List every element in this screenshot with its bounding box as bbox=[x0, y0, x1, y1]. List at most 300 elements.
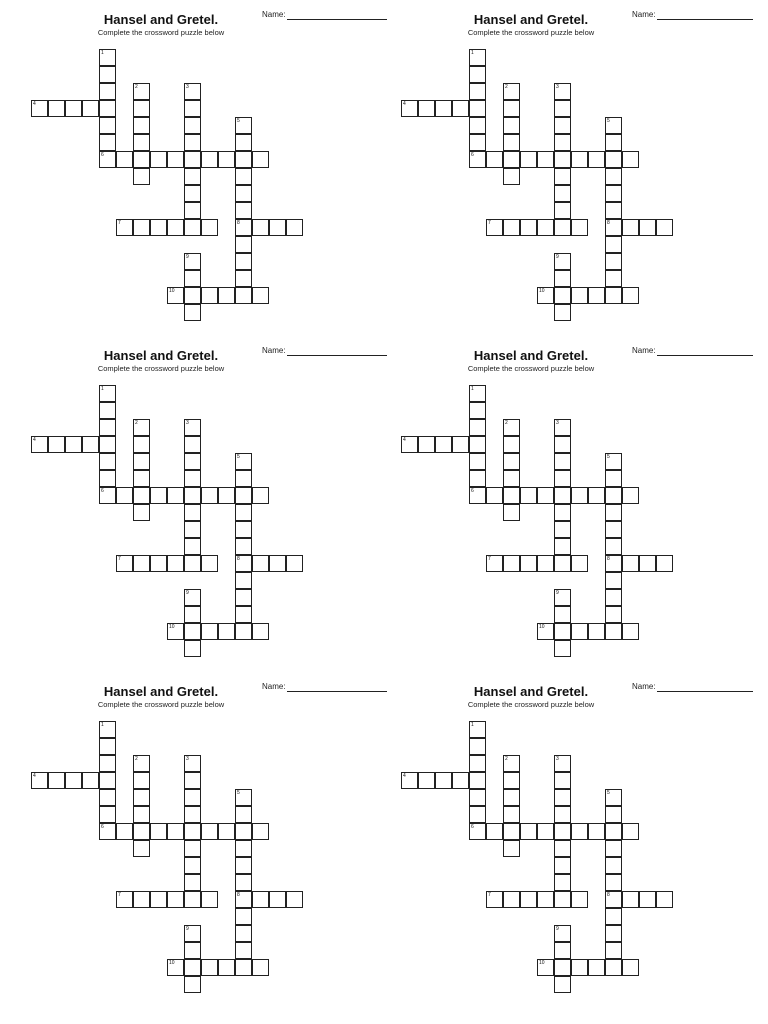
crossword-cell[interactable] bbox=[218, 487, 235, 504]
crossword-cell[interactable] bbox=[235, 874, 252, 891]
crossword-cell[interactable] bbox=[252, 151, 269, 168]
crossword-cell[interactable] bbox=[537, 287, 554, 304]
crossword-cell[interactable] bbox=[235, 959, 252, 976]
crossword-cell[interactable] bbox=[235, 487, 252, 504]
crossword-cell[interactable] bbox=[418, 772, 435, 789]
crossword-cell[interactable] bbox=[469, 436, 486, 453]
crossword-cell[interactable] bbox=[503, 487, 520, 504]
crossword-cell[interactable] bbox=[201, 151, 218, 168]
crossword-cell[interactable] bbox=[133, 755, 150, 772]
crossword-cell[interactable] bbox=[503, 134, 520, 151]
crossword-cell[interactable] bbox=[235, 134, 252, 151]
crossword-cell[interactable] bbox=[571, 555, 588, 572]
crossword-cell[interactable] bbox=[588, 623, 605, 640]
crossword-cell[interactable] bbox=[133, 117, 150, 134]
crossword-cell[interactable] bbox=[605, 572, 622, 589]
crossword-cell[interactable] bbox=[554, 453, 571, 470]
crossword-cell[interactable] bbox=[554, 840, 571, 857]
crossword-cell[interactable] bbox=[31, 436, 48, 453]
crossword-cell[interactable] bbox=[469, 823, 486, 840]
crossword-cell[interactable] bbox=[235, 572, 252, 589]
crossword-cell[interactable] bbox=[605, 555, 622, 572]
crossword-cell[interactable] bbox=[418, 436, 435, 453]
crossword-cell[interactable] bbox=[184, 304, 201, 321]
crossword-cell[interactable] bbox=[252, 823, 269, 840]
crossword-cell[interactable] bbox=[503, 100, 520, 117]
crossword-cell[interactable] bbox=[184, 976, 201, 993]
crossword-cell[interactable] bbox=[605, 253, 622, 270]
crossword-cell[interactable] bbox=[554, 168, 571, 185]
crossword-cell[interactable] bbox=[588, 287, 605, 304]
crossword-cell[interactable] bbox=[605, 606, 622, 623]
crossword-cell[interactable] bbox=[503, 772, 520, 789]
crossword-cell[interactable] bbox=[639, 555, 656, 572]
crossword-cell[interactable] bbox=[99, 117, 116, 134]
crossword-cell[interactable] bbox=[503, 219, 520, 236]
crossword-cell[interactable] bbox=[605, 168, 622, 185]
crossword-cell[interactable] bbox=[537, 219, 554, 236]
crossword-cell[interactable] bbox=[235, 538, 252, 555]
crossword-cell[interactable] bbox=[554, 253, 571, 270]
crossword-cell[interactable] bbox=[99, 721, 116, 738]
crossword-cell[interactable] bbox=[235, 789, 252, 806]
crossword-cell[interactable] bbox=[554, 83, 571, 100]
crossword-cell[interactable] bbox=[116, 151, 133, 168]
crossword-cell[interactable] bbox=[99, 83, 116, 100]
crossword-cell[interactable] bbox=[235, 589, 252, 606]
crossword-cell[interactable] bbox=[133, 470, 150, 487]
crossword-cell[interactable] bbox=[554, 925, 571, 942]
crossword-cell[interactable] bbox=[116, 487, 133, 504]
crossword-cell[interactable] bbox=[401, 772, 418, 789]
crossword-cell[interactable] bbox=[99, 487, 116, 504]
crossword-cell[interactable] bbox=[235, 219, 252, 236]
crossword-cell[interactable] bbox=[184, 185, 201, 202]
crossword-cell[interactable] bbox=[554, 959, 571, 976]
crossword-cell[interactable] bbox=[503, 117, 520, 134]
crossword-cell[interactable] bbox=[571, 623, 588, 640]
crossword-cell[interactable] bbox=[235, 555, 252, 572]
crossword-cell[interactable] bbox=[184, 857, 201, 874]
crossword-cell[interactable] bbox=[486, 487, 503, 504]
crossword-cell[interactable] bbox=[554, 117, 571, 134]
crossword-cell[interactable] bbox=[201, 959, 218, 976]
crossword-cell[interactable] bbox=[503, 436, 520, 453]
crossword-cell[interactable] bbox=[99, 419, 116, 436]
crossword-cell[interactable] bbox=[656, 555, 673, 572]
crossword-cell[interactable] bbox=[605, 270, 622, 287]
crossword-cell[interactable] bbox=[503, 168, 520, 185]
crossword-cell[interactable] bbox=[554, 772, 571, 789]
crossword-cell[interactable] bbox=[469, 755, 486, 772]
crossword-cell[interactable] bbox=[469, 385, 486, 402]
crossword-cell[interactable] bbox=[133, 487, 150, 504]
crossword-cell[interactable] bbox=[469, 470, 486, 487]
crossword-cell[interactable] bbox=[520, 151, 537, 168]
crossword-cell[interactable] bbox=[235, 453, 252, 470]
crossword-cell[interactable] bbox=[503, 806, 520, 823]
crossword-cell[interactable] bbox=[269, 555, 286, 572]
crossword-cell[interactable] bbox=[133, 504, 150, 521]
crossword-cell[interactable] bbox=[184, 959, 201, 976]
crossword-cell[interactable] bbox=[605, 538, 622, 555]
crossword-cell[interactable] bbox=[605, 942, 622, 959]
crossword-cell[interactable] bbox=[133, 840, 150, 857]
crossword-cell[interactable] bbox=[65, 436, 82, 453]
crossword-cell[interactable] bbox=[150, 151, 167, 168]
crossword-cell[interactable] bbox=[537, 623, 554, 640]
crossword-cell[interactable] bbox=[235, 823, 252, 840]
crossword-cell[interactable] bbox=[639, 891, 656, 908]
crossword-cell[interactable] bbox=[150, 487, 167, 504]
crossword-cell[interactable] bbox=[554, 891, 571, 908]
crossword-cell[interactable] bbox=[150, 823, 167, 840]
crossword-cell[interactable] bbox=[48, 436, 65, 453]
crossword-cell[interactable] bbox=[99, 789, 116, 806]
crossword-cell[interactable] bbox=[469, 134, 486, 151]
crossword-cell[interactable] bbox=[184, 555, 201, 572]
crossword-cell[interactable] bbox=[537, 151, 554, 168]
crossword-cell[interactable] bbox=[218, 287, 235, 304]
crossword-cell[interactable] bbox=[133, 453, 150, 470]
crossword-cell[interactable] bbox=[554, 270, 571, 287]
crossword-cell[interactable] bbox=[656, 891, 673, 908]
crossword-cell[interactable] bbox=[503, 755, 520, 772]
crossword-cell[interactable] bbox=[537, 823, 554, 840]
crossword-cell[interactable] bbox=[252, 555, 269, 572]
crossword-cell[interactable] bbox=[571, 287, 588, 304]
crossword-cell[interactable] bbox=[452, 436, 469, 453]
crossword-cell[interactable] bbox=[486, 891, 503, 908]
crossword-cell[interactable] bbox=[622, 823, 639, 840]
crossword-cell[interactable] bbox=[201, 555, 218, 572]
crossword-cell[interactable] bbox=[622, 891, 639, 908]
crossword-cell[interactable] bbox=[503, 419, 520, 436]
crossword-cell[interactable] bbox=[605, 623, 622, 640]
crossword-cell[interactable] bbox=[184, 823, 201, 840]
crossword-cell[interactable] bbox=[184, 83, 201, 100]
crossword-cell[interactable] bbox=[554, 436, 571, 453]
crossword-cell[interactable] bbox=[269, 219, 286, 236]
crossword-cell[interactable] bbox=[167, 151, 184, 168]
crossword-cell[interactable] bbox=[537, 959, 554, 976]
crossword-cell[interactable] bbox=[554, 487, 571, 504]
crossword-cell[interactable] bbox=[167, 959, 184, 976]
crossword-cell[interactable] bbox=[218, 823, 235, 840]
crossword-cell[interactable] bbox=[435, 100, 452, 117]
crossword-cell[interactable] bbox=[605, 925, 622, 942]
crossword-cell[interactable] bbox=[605, 470, 622, 487]
crossword-cell[interactable] bbox=[605, 287, 622, 304]
crossword-cell[interactable] bbox=[435, 772, 452, 789]
crossword-cell[interactable] bbox=[605, 487, 622, 504]
crossword-cell[interactable] bbox=[537, 555, 554, 572]
crossword-cell[interactable] bbox=[184, 521, 201, 538]
crossword-cell[interactable] bbox=[133, 419, 150, 436]
crossword-cell[interactable] bbox=[605, 874, 622, 891]
crossword-cell[interactable] bbox=[554, 623, 571, 640]
crossword-cell[interactable] bbox=[235, 185, 252, 202]
crossword-cell[interactable] bbox=[235, 504, 252, 521]
crossword-cell[interactable] bbox=[401, 100, 418, 117]
crossword-cell[interactable] bbox=[269, 891, 286, 908]
crossword-cell[interactable] bbox=[486, 219, 503, 236]
crossword-cell[interactable] bbox=[184, 151, 201, 168]
crossword-cell[interactable] bbox=[605, 202, 622, 219]
crossword-cell[interactable] bbox=[48, 100, 65, 117]
crossword-cell[interactable] bbox=[99, 49, 116, 66]
crossword-cell[interactable] bbox=[235, 925, 252, 942]
crossword-cell[interactable] bbox=[469, 453, 486, 470]
crossword-cell[interactable] bbox=[167, 555, 184, 572]
crossword-cell[interactable] bbox=[554, 874, 571, 891]
crossword-cell[interactable] bbox=[605, 117, 622, 134]
crossword-cell[interactable] bbox=[184, 538, 201, 555]
crossword-cell[interactable] bbox=[469, 66, 486, 83]
crossword-cell[interactable] bbox=[622, 151, 639, 168]
crossword-cell[interactable] bbox=[99, 385, 116, 402]
crossword-cell[interactable] bbox=[622, 487, 639, 504]
crossword-cell[interactable] bbox=[184, 504, 201, 521]
crossword-cell[interactable] bbox=[554, 504, 571, 521]
crossword-cell[interactable] bbox=[469, 49, 486, 66]
crossword-cell[interactable] bbox=[571, 151, 588, 168]
crossword-cell[interactable] bbox=[520, 555, 537, 572]
crossword-cell[interactable] bbox=[571, 959, 588, 976]
crossword-cell[interactable] bbox=[469, 151, 486, 168]
crossword-cell[interactable] bbox=[184, 419, 201, 436]
crossword-cell[interactable] bbox=[554, 287, 571, 304]
crossword-cell[interactable] bbox=[82, 100, 99, 117]
crossword-cell[interactable] bbox=[571, 891, 588, 908]
crossword-cell[interactable] bbox=[503, 470, 520, 487]
crossword-cell[interactable] bbox=[65, 772, 82, 789]
crossword-cell[interactable] bbox=[184, 219, 201, 236]
crossword-cell[interactable] bbox=[554, 606, 571, 623]
crossword-cell[interactable] bbox=[554, 857, 571, 874]
crossword-cell[interactable] bbox=[99, 436, 116, 453]
crossword-cell[interactable] bbox=[503, 83, 520, 100]
crossword-cell[interactable] bbox=[605, 134, 622, 151]
crossword-cell[interactable] bbox=[116, 891, 133, 908]
crossword-cell[interactable] bbox=[184, 942, 201, 959]
crossword-cell[interactable] bbox=[235, 806, 252, 823]
crossword-cell[interactable] bbox=[252, 287, 269, 304]
crossword-cell[interactable] bbox=[133, 219, 150, 236]
crossword-cell[interactable] bbox=[571, 487, 588, 504]
name-blank-line[interactable] bbox=[657, 346, 753, 356]
crossword-cell[interactable] bbox=[235, 521, 252, 538]
crossword-cell[interactable] bbox=[605, 589, 622, 606]
crossword-cell[interactable] bbox=[133, 789, 150, 806]
crossword-cell[interactable] bbox=[99, 470, 116, 487]
crossword-cell[interactable] bbox=[201, 823, 218, 840]
crossword-cell[interactable] bbox=[503, 823, 520, 840]
crossword-cell[interactable] bbox=[252, 891, 269, 908]
crossword-cell[interactable] bbox=[218, 959, 235, 976]
crossword-cell[interactable] bbox=[133, 83, 150, 100]
crossword-cell[interactable] bbox=[99, 806, 116, 823]
crossword-cell[interactable] bbox=[201, 487, 218, 504]
crossword-cell[interactable] bbox=[184, 287, 201, 304]
crossword-cell[interactable] bbox=[503, 504, 520, 521]
crossword-cell[interactable] bbox=[418, 100, 435, 117]
crossword-cell[interactable] bbox=[656, 219, 673, 236]
crossword-cell[interactable] bbox=[520, 487, 537, 504]
crossword-cell[interactable] bbox=[201, 287, 218, 304]
crossword-cell[interactable] bbox=[184, 874, 201, 891]
crossword-cell[interactable] bbox=[554, 134, 571, 151]
crossword-cell[interactable] bbox=[486, 823, 503, 840]
crossword-cell[interactable] bbox=[116, 823, 133, 840]
crossword-cell[interactable] bbox=[184, 840, 201, 857]
crossword-cell[interactable] bbox=[605, 908, 622, 925]
crossword-cell[interactable] bbox=[503, 789, 520, 806]
crossword-cell[interactable] bbox=[218, 623, 235, 640]
crossword-cell[interactable] bbox=[150, 219, 167, 236]
crossword-cell[interactable] bbox=[235, 908, 252, 925]
crossword-cell[interactable] bbox=[184, 134, 201, 151]
crossword-cell[interactable] bbox=[469, 100, 486, 117]
crossword-cell[interactable] bbox=[218, 151, 235, 168]
crossword-cell[interactable] bbox=[184, 270, 201, 287]
crossword-cell[interactable] bbox=[48, 772, 65, 789]
crossword-cell[interactable] bbox=[82, 772, 99, 789]
crossword-cell[interactable] bbox=[201, 623, 218, 640]
crossword-cell[interactable] bbox=[503, 453, 520, 470]
crossword-cell[interactable] bbox=[31, 772, 48, 789]
name-blank-line[interactable] bbox=[657, 10, 753, 20]
crossword-cell[interactable] bbox=[554, 538, 571, 555]
crossword-cell[interactable] bbox=[133, 168, 150, 185]
crossword-cell[interactable] bbox=[184, 470, 201, 487]
crossword-cell[interactable] bbox=[99, 823, 116, 840]
crossword-cell[interactable] bbox=[201, 219, 218, 236]
crossword-cell[interactable] bbox=[469, 83, 486, 100]
crossword-cell[interactable] bbox=[469, 721, 486, 738]
crossword-cell[interactable] bbox=[235, 606, 252, 623]
crossword-cell[interactable] bbox=[133, 555, 150, 572]
crossword-cell[interactable] bbox=[252, 487, 269, 504]
crossword-cell[interactable] bbox=[554, 555, 571, 572]
crossword-cell[interactable] bbox=[235, 236, 252, 253]
crossword-cell[interactable] bbox=[235, 287, 252, 304]
crossword-cell[interactable] bbox=[605, 521, 622, 538]
crossword-cell[interactable] bbox=[167, 287, 184, 304]
crossword-cell[interactable] bbox=[167, 823, 184, 840]
crossword-cell[interactable] bbox=[252, 219, 269, 236]
crossword-cell[interactable] bbox=[452, 772, 469, 789]
crossword-cell[interactable] bbox=[31, 100, 48, 117]
crossword-cell[interactable] bbox=[116, 219, 133, 236]
crossword-cell[interactable] bbox=[622, 555, 639, 572]
crossword-cell[interactable] bbox=[622, 287, 639, 304]
crossword-cell[interactable] bbox=[133, 806, 150, 823]
crossword-cell[interactable] bbox=[554, 589, 571, 606]
crossword-cell[interactable] bbox=[554, 219, 571, 236]
crossword-cell[interactable] bbox=[622, 959, 639, 976]
crossword-cell[interactable] bbox=[99, 453, 116, 470]
crossword-cell[interactable] bbox=[469, 402, 486, 419]
crossword-cell[interactable] bbox=[588, 959, 605, 976]
crossword-cell[interactable] bbox=[554, 640, 571, 657]
crossword-cell[interactable] bbox=[252, 623, 269, 640]
crossword-cell[interactable] bbox=[184, 606, 201, 623]
crossword-cell[interactable] bbox=[184, 253, 201, 270]
crossword-cell[interactable] bbox=[235, 117, 252, 134]
crossword-cell[interactable] bbox=[235, 470, 252, 487]
crossword-cell[interactable] bbox=[116, 555, 133, 572]
crossword-cell[interactable] bbox=[99, 134, 116, 151]
crossword-cell[interactable] bbox=[605, 857, 622, 874]
crossword-cell[interactable] bbox=[235, 857, 252, 874]
crossword-cell[interactable] bbox=[133, 100, 150, 117]
crossword-cell[interactable] bbox=[184, 925, 201, 942]
crossword-cell[interactable] bbox=[605, 891, 622, 908]
crossword-cell[interactable] bbox=[469, 772, 486, 789]
crossword-cell[interactable] bbox=[605, 959, 622, 976]
crossword-cell[interactable] bbox=[184, 436, 201, 453]
crossword-cell[interactable] bbox=[184, 806, 201, 823]
crossword-cell[interactable] bbox=[184, 117, 201, 134]
crossword-cell[interactable] bbox=[588, 487, 605, 504]
crossword-cell[interactable] bbox=[605, 219, 622, 236]
crossword-cell[interactable] bbox=[184, 789, 201, 806]
crossword-cell[interactable] bbox=[235, 168, 252, 185]
crossword-cell[interactable] bbox=[537, 891, 554, 908]
crossword-cell[interactable] bbox=[469, 806, 486, 823]
crossword-cell[interactable] bbox=[150, 555, 167, 572]
crossword-cell[interactable] bbox=[235, 840, 252, 857]
crossword-cell[interactable] bbox=[554, 789, 571, 806]
crossword-cell[interactable] bbox=[520, 219, 537, 236]
crossword-cell[interactable] bbox=[235, 891, 252, 908]
crossword-cell[interactable] bbox=[286, 891, 303, 908]
crossword-cell[interactable] bbox=[286, 219, 303, 236]
crossword-cell[interactable] bbox=[554, 470, 571, 487]
crossword-cell[interactable] bbox=[82, 436, 99, 453]
crossword-cell[interactable] bbox=[99, 738, 116, 755]
crossword-cell[interactable] bbox=[605, 806, 622, 823]
crossword-cell[interactable] bbox=[99, 755, 116, 772]
crossword-cell[interactable] bbox=[503, 840, 520, 857]
crossword-cell[interactable] bbox=[469, 419, 486, 436]
crossword-cell[interactable] bbox=[133, 151, 150, 168]
crossword-cell[interactable] bbox=[554, 976, 571, 993]
crossword-cell[interactable] bbox=[622, 219, 639, 236]
crossword-cell[interactable] bbox=[520, 891, 537, 908]
crossword-cell[interactable] bbox=[622, 623, 639, 640]
crossword-cell[interactable] bbox=[133, 134, 150, 151]
crossword-cell[interactable] bbox=[133, 436, 150, 453]
crossword-cell[interactable] bbox=[537, 487, 554, 504]
crossword-cell[interactable] bbox=[605, 823, 622, 840]
crossword-cell[interactable] bbox=[184, 755, 201, 772]
crossword-cell[interactable] bbox=[571, 219, 588, 236]
crossword-cell[interactable] bbox=[554, 202, 571, 219]
crossword-cell[interactable] bbox=[503, 151, 520, 168]
name-blank-line[interactable] bbox=[657, 682, 753, 692]
crossword-cell[interactable] bbox=[588, 151, 605, 168]
crossword-cell[interactable] bbox=[554, 304, 571, 321]
crossword-cell[interactable] bbox=[571, 823, 588, 840]
crossword-cell[interactable] bbox=[554, 521, 571, 538]
crossword-cell[interactable] bbox=[452, 100, 469, 117]
crossword-cell[interactable] bbox=[605, 151, 622, 168]
crossword-cell[interactable] bbox=[167, 219, 184, 236]
crossword-cell[interactable] bbox=[235, 270, 252, 287]
crossword-cell[interactable] bbox=[503, 891, 520, 908]
